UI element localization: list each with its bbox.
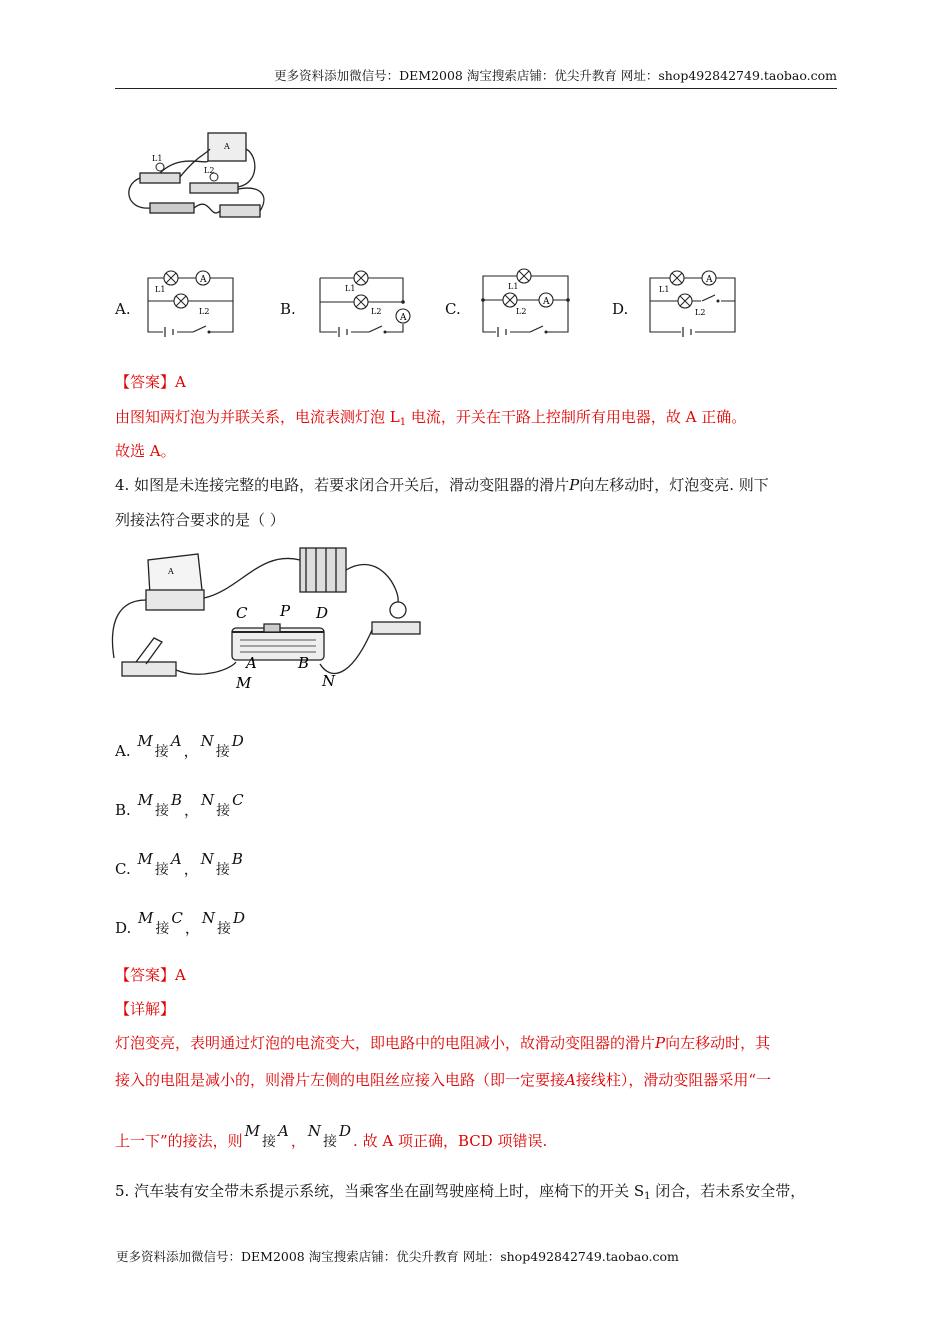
q4-detail-line1: 灯泡变亮，表明通过灯泡的电流变大，即电路中的电阻减小，故滑动变阻器的滑片P向左移动时，其 <box>115 1034 771 1052</box>
q3-a-l2-label: L2 <box>199 307 210 316</box>
q3-d-l2-label: L2 <box>695 308 706 317</box>
q4-circuit-figure <box>110 540 430 700</box>
q3-a-meter-label: A <box>200 275 207 285</box>
q3-option-a-label: A. <box>115 300 131 318</box>
q4-detail-line3: 上一下”的接法，则M接A，N接D. 故 A 项正确，BCD 项错误. <box>115 1122 548 1150</box>
q4-answer-tag: 【答案】A <box>115 966 186 984</box>
q4-label-m: M <box>236 674 252 692</box>
q3-photo-meter-label: A <box>224 142 230 151</box>
q3-b-l1-label: L1 <box>345 284 356 293</box>
q3-option-b-label: B. <box>280 300 296 318</box>
q4-label-a: A <box>246 654 257 672</box>
q5-stem: 5. 汽车装有安全带未系提示系统，当乘客坐在副驾驶座椅上时，座椅下的开关 $S_1$ 闭合，若未系安全带， <box>115 1182 806 1202</box>
q4-label-n: N <box>322 672 336 690</box>
q3-c-meter-label: A <box>543 297 550 307</box>
q4-option-a: A. M接A，N接D <box>115 732 244 760</box>
q3-photo-l2-label: L2 <box>204 166 215 175</box>
q4-option-c: C. M接A，N接B <box>115 850 243 878</box>
q3-option-c-label: C. <box>445 300 461 318</box>
q4-detail-tag: 【详解】 <box>115 1000 176 1018</box>
q4-figure-meter-label: A <box>168 567 174 576</box>
q3-explanation-line1: 由图知两灯泡为并联关系，电流表测灯泡 $L_1$ 电流，开关在干路上控制所有用电器，故 A 正确。 <box>115 408 747 428</box>
q3-c-l2-label: L2 <box>516 307 527 316</box>
page-footer: 更多资料添加微信号：DEM2008 淘宝搜索店铺：优尖升教育 网址：shop492842749.taobao.com <box>116 1249 679 1264</box>
q3-b-meter-label: A <box>400 313 407 323</box>
q4-stem-line2: 列接法符合要求的是（ ） <box>115 511 285 529</box>
q4-label-b: B <box>298 654 310 672</box>
q4-label-c: C <box>236 604 248 622</box>
q4-option-d: D. M接C，N接D <box>115 909 246 937</box>
q3-option-a-diagram <box>143 268 238 338</box>
q3-c-l1-label: L1 <box>508 282 519 291</box>
q4-detail-line2: 接入的电阻是减小的，则滑片左侧的电阻丝应接入电路（即一定要接A接线柱），滑动变阻器采用“一 <box>115 1071 772 1089</box>
q3-d-meter-label: A <box>706 275 713 285</box>
q4-label-d: D <box>316 604 329 622</box>
q3-photo-l1-label: L1 <box>152 154 163 163</box>
q3-option-d-diagram <box>645 268 740 338</box>
q3-a-l1-label: L1 <box>155 285 166 294</box>
q4-option-b: B. M接B，N接C <box>115 791 244 819</box>
q4-stem-line1: 4. 如图是未连接完整的电路，若要求闭合开关后，滑动变阻器的滑片P向左移动时，灯泡变亮. 则下 <box>115 476 769 494</box>
q3-d-l1-label: L1 <box>659 285 670 294</box>
q3-option-b-diagram <box>315 268 415 338</box>
q3-explanation-line2: 故选 A。 <box>115 442 176 460</box>
q3-answer-tag: 【答案】A <box>115 373 186 391</box>
q3-circuit-photo <box>120 125 270 225</box>
q4-label-p: P <box>280 602 291 620</box>
q3-b-l2-label: L2 <box>371 307 382 316</box>
q3-option-c-diagram <box>478 266 573 338</box>
q3-option-d-label: D. <box>612 300 629 318</box>
page-header: 更多资料添加微信号：DEM2008 淘宝搜索店铺：优尖升教育 网址：shop492842749.taobao.com <box>115 66 837 89</box>
